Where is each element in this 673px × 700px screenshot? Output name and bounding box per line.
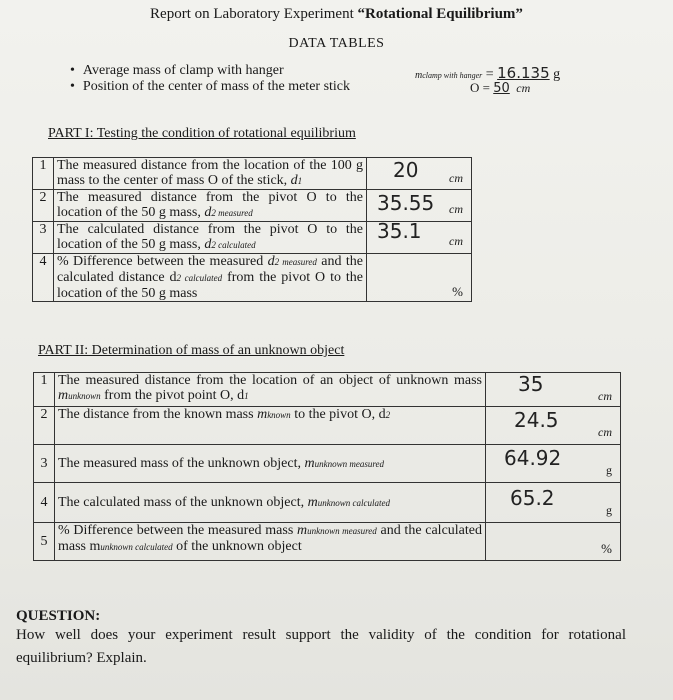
section-title: DATA TABLES xyxy=(288,36,385,51)
part2-table xyxy=(33,372,621,561)
part1-heading: PART I: Testing the condition of rotational equilibrium xyxy=(48,126,356,141)
table-row: 2 The distance from the known mass mknown to the pivot O, d2 24.5 cm xyxy=(34,407,621,445)
part2-heading: PART II: Determination of mass of an unknown object xyxy=(38,343,345,358)
part1-value: 35.55 xyxy=(377,191,435,215)
table-row: 3 The measured mass of the unknown object, munknown measured 64.92 g xyxy=(34,445,621,483)
table-row: 1 The measured distance from the location of an object of unknown mass munknown from the pivot point O, d1 35 cm xyxy=(34,373,621,407)
table-row: 4 % Difference between the measured d2 measured and the calculated distance d2 calculated from the pivot O to the location of the 50 g mass % xyxy=(33,254,472,302)
clamp-mass-value: 16.135 xyxy=(497,64,550,82)
part2-value: 35 xyxy=(518,372,544,396)
question-label: QUESTION: xyxy=(16,608,101,624)
table-row: 1 The measured distance from the location of the 100 g mass to the center of mass O of the stick, d1 20 cm xyxy=(33,158,472,190)
part2-value: 24.5 xyxy=(514,408,559,432)
table-row: 2 The measured distance from the pivot O to the location of the 50 g mass, d2 measured 35.55 cm xyxy=(33,190,472,222)
part1-value: 35.1 xyxy=(377,219,422,243)
part2-value: 65.2 xyxy=(510,486,555,510)
center-of-mass-entry: O = 50 cm xyxy=(470,80,531,96)
table-row: 5 % Difference between the measured mass munknown measured and the calculated mass munknown calculated of the unknown object % xyxy=(34,523,621,561)
part1-value: 20 xyxy=(393,158,419,182)
bullet-clamp-mass: • Average mass of clamp with hanger xyxy=(70,63,350,79)
bullet-center-of-mass: • Position of the center of mass of the meter stick xyxy=(70,79,350,95)
bullet-list xyxy=(70,63,350,95)
clamp-mass-entry: mclamp with hanger = 16.135 g xyxy=(415,64,561,82)
table-row: 3 The calculated distance from the pivot O to the location of the 50 g mass, d2 calculated 35.1 cm xyxy=(33,222,472,254)
table-row: 4 The calculated mass of the unknown object, munknown calculated 65.2 g xyxy=(34,483,621,523)
question-text: How well does your experiment result support the validity of the condition for rotational equilibrium? Explain. xyxy=(16,627,626,666)
part2-value: 64.92 xyxy=(504,446,562,470)
report-title: Report on Laboratory Experiment “Rotational Equilibrium” xyxy=(150,6,523,22)
center-of-mass-value: 50 xyxy=(493,81,510,96)
part1-table xyxy=(32,157,472,302)
